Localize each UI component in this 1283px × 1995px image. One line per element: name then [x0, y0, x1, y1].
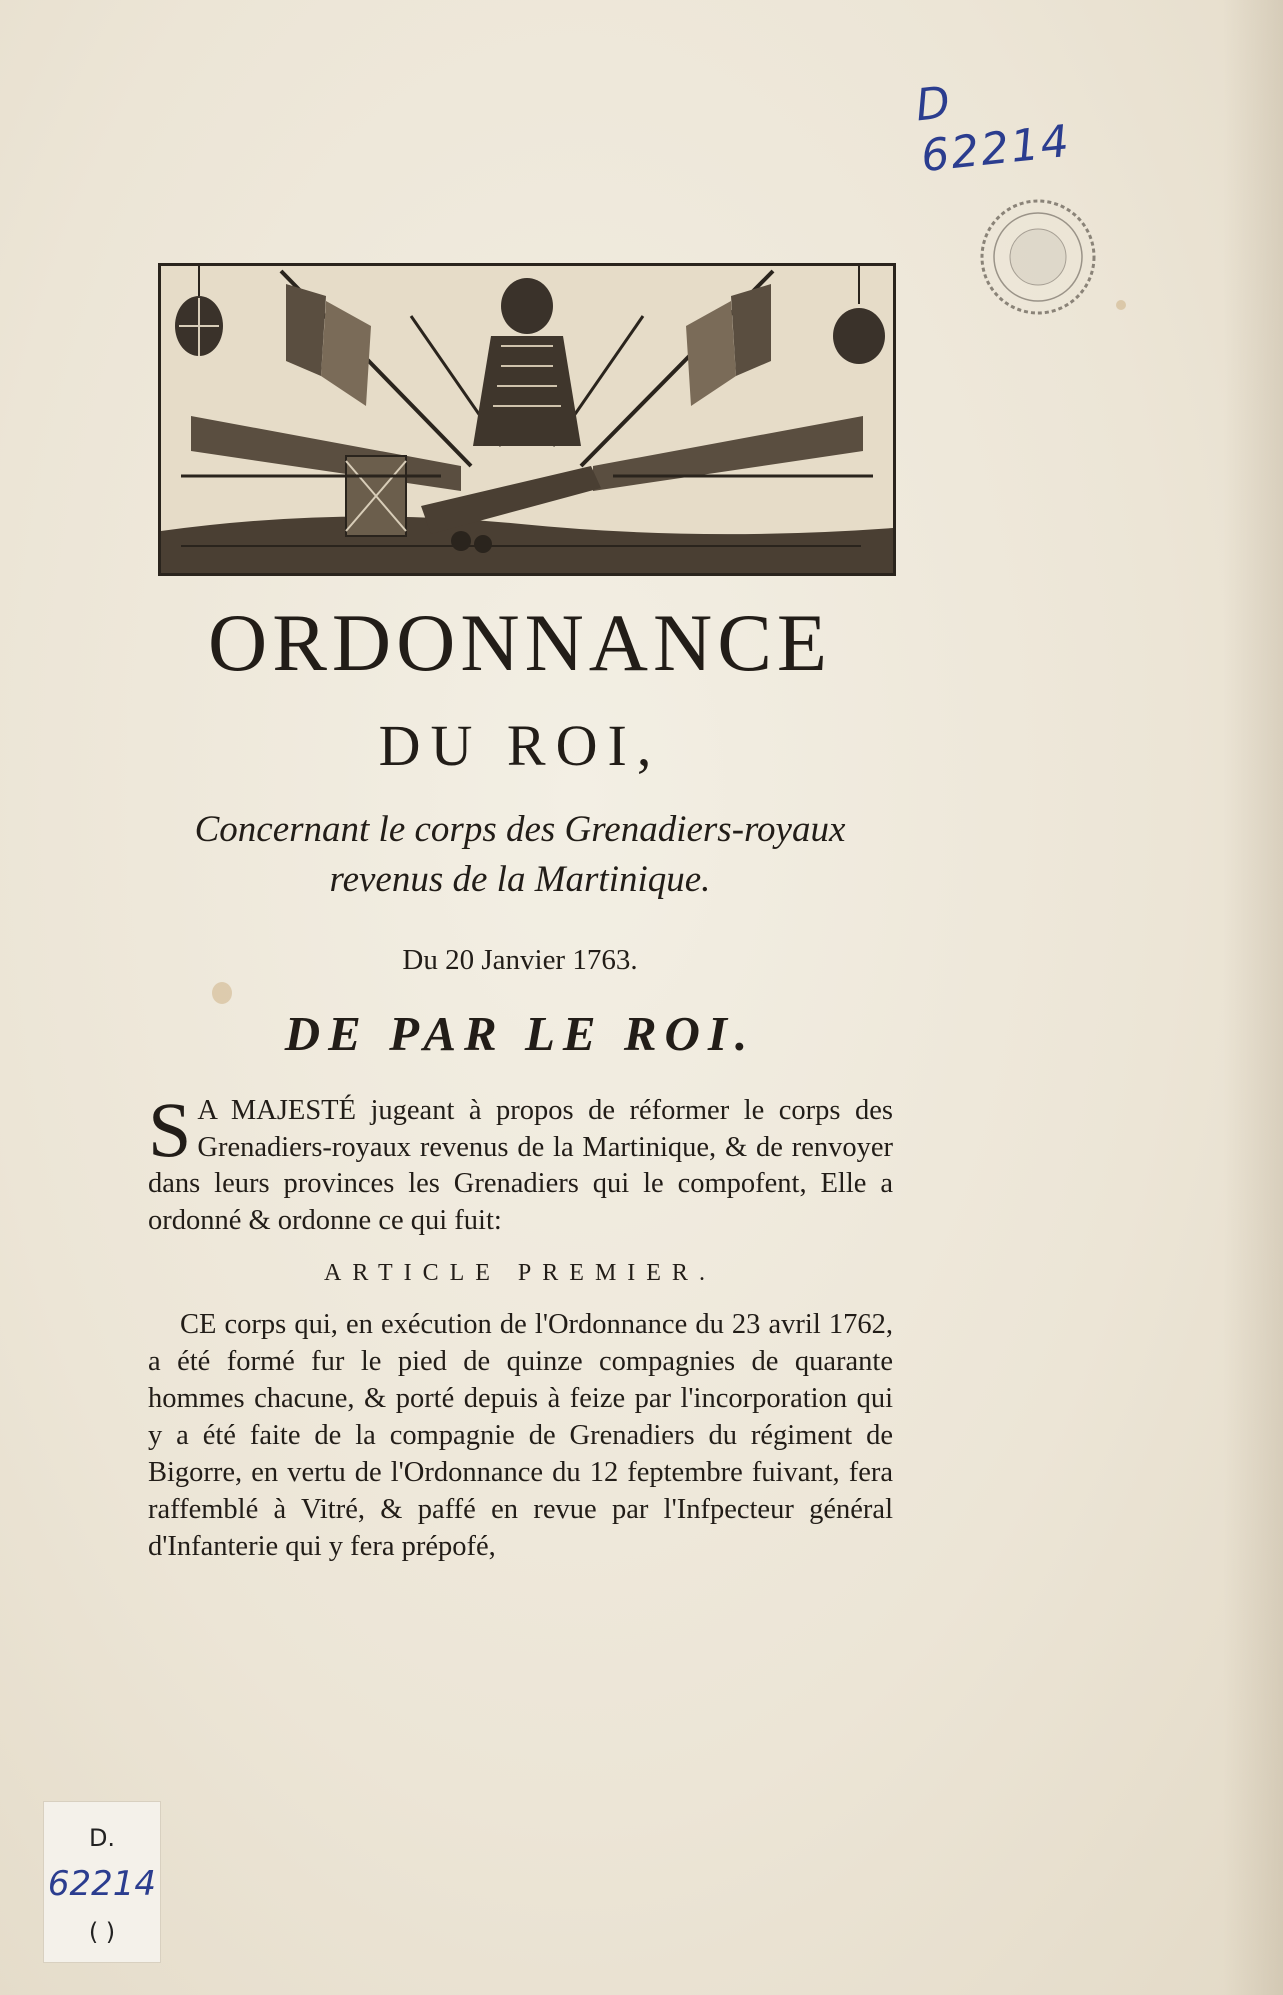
document-subtitle: DU ROI,: [378, 713, 662, 778]
label-line-1: D.: [88, 1824, 116, 1852]
drop-cap: S: [148, 1086, 192, 1173]
foxing-stain: [212, 982, 232, 1004]
archive-label: [44, 1802, 160, 1962]
article-body: [148, 1306, 893, 1565]
library-stamp: [977, 196, 1099, 318]
handwritten-shelfmark: D 62214: [913, 76, 1074, 183]
trophy-of-arms-engraving: [158, 263, 896, 576]
preamble-paragraph: [148, 1086, 893, 1239]
preamble-text: A MAJESTÉ jugeant à propos de réformer le corps des Grenadiers-royaux revenus de la Martinique, & de renvoyer dans leurs provinces les Grenadiers qui le compofent, Elle a ordonné & ordonne ce qui fuit:: [148, 1095, 893, 1236]
document-date: Du 20 Janvier 1763.: [402, 944, 638, 976]
concern-line-2: revenus de la Martinique.: [329, 859, 711, 900]
foxing-stain: [1116, 300, 1126, 310]
label-line-3: ( ): [88, 1918, 116, 1946]
concern-line-1: Concernant le corps des Grenadiers-royaux: [194, 809, 846, 850]
document-concern: [130, 805, 910, 905]
article-heading: ARTICLE PREMIER.: [324, 1260, 716, 1286]
document-title: ORDONNANCE: [208, 597, 832, 688]
de-par-le-roi-heading: DE PAR LE ROI.: [284, 1006, 756, 1061]
article-text: CE corps qui, en exécution de l'Ordonnance du 23 avril 1762, a été formé fur le pied de quinze compagnies de quarante hommes chacune, & porté depuis à feize par l'incorporation qui y a été faite de la compagnie de Grenadiers du régiment de Bigorre, en vertu de l'Ordonnance du 12 feptembre fuivant, fera raffemblé à Vitré, & paffé en revue par l'Infpecteur général d'Infanterie qui y fera prépofé,: [148, 1309, 893, 1562]
page-edge-shadow: [1223, 0, 1283, 1995]
label-line-2: 62214: [47, 1864, 157, 1904]
